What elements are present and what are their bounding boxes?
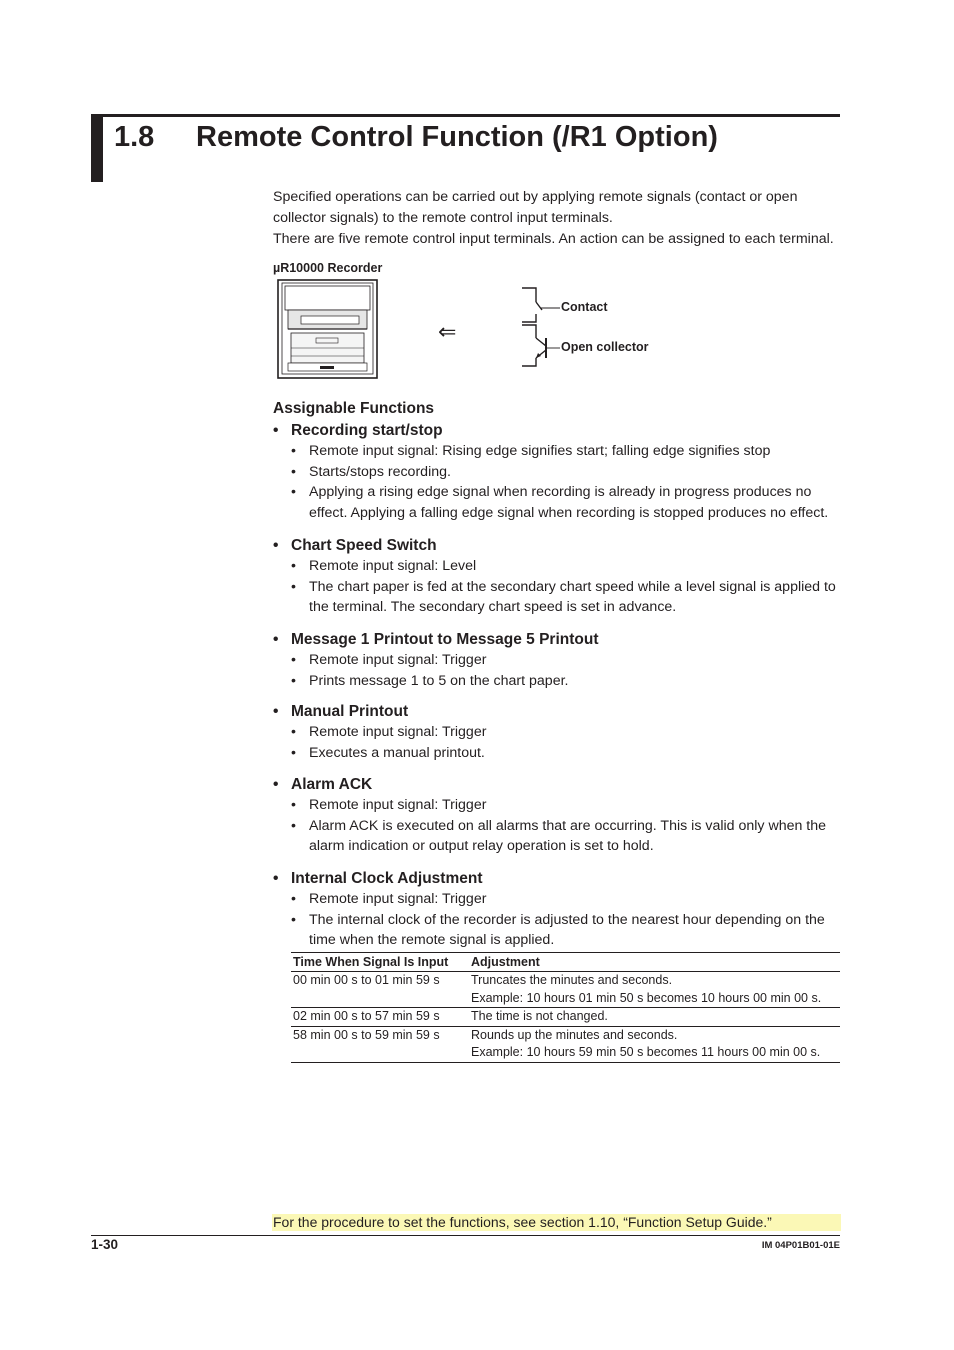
function-detail-list [273, 722, 848, 763]
list-item-text: Remote input signal: Trigger [309, 891, 487, 907]
procedure-note: For the procedure to set the functions, see section 1.10, “Function Setup Guide.” [272, 1214, 841, 1231]
function-heading [273, 536, 848, 556]
bullet-icon: • [273, 776, 279, 793]
title-bar-accent [91, 114, 103, 182]
list-item [273, 577, 848, 618]
function-detail-list [273, 889, 848, 951]
list-item-text: Applying a rising edge signal when recording is already in progress produces no effect. Applying a falling edge signal when recording is stopped produces no effect. [309, 484, 829, 521]
list-item-text: Prints message 1 to 5 on the chart paper. [309, 672, 569, 689]
function-heading [273, 421, 848, 441]
title-rule [91, 114, 840, 117]
page-number: 1-30 [91, 1237, 119, 1252]
list-item [273, 556, 848, 577]
list-item [273, 650, 848, 671]
arrow-left-icon: ⇐ [438, 319, 457, 344]
intro-text [273, 187, 848, 250]
table-cell-adjustment [469, 972, 840, 1008]
function-manual-printout [273, 702, 848, 763]
page-title: Remote Control Function (/R1 Option) [196, 121, 718, 153]
list-item-text: Remote input signal: Trigger [309, 797, 487, 813]
function-heading [273, 775, 848, 795]
function-alarm-ack [273, 775, 848, 857]
list-item-text: Starts/stops recording. [309, 463, 451, 480]
list-item-text: The chart paper is fed at the secondary chart speed while a level signal is applied to the terminal. The secondary chart speed is set in advance. [309, 578, 836, 615]
section-number: 1.8 [114, 121, 155, 153]
bullet-icon: • [291, 443, 296, 459]
table-cell-adjustment [469, 1026, 840, 1062]
bullet-icon: • [291, 724, 296, 740]
list-item [273, 795, 848, 816]
table-cell-adjustment [469, 1008, 840, 1027]
list-item-text: Remote input signal: Trigger [309, 724, 487, 740]
list-item [273, 910, 848, 951]
clock-adjustment-table [291, 952, 840, 1063]
list-item [273, 671, 848, 692]
function-heading [273, 630, 848, 650]
cell-line: Truncates the minutes and seconds. [471, 973, 673, 987]
function-heading [273, 869, 848, 889]
cell-line: The time is not changed. [471, 1009, 608, 1023]
footer-rule [91, 1235, 840, 1236]
function-detail-list [273, 441, 848, 523]
bullet-icon: • [291, 672, 296, 689]
bullet-icon: • [291, 558, 296, 574]
table-cell-time: 58 min 00 s to 59 min 59 s [291, 1026, 469, 1062]
function-internal-clock-adjustment [273, 869, 848, 951]
table-cell-time: 02 min 00 s to 57 min 59 s [291, 1008, 469, 1027]
bullet-icon: • [291, 817, 296, 834]
function-title: Manual Printout [291, 703, 409, 720]
bullet-icon: • [273, 422, 279, 439]
function-detail-list [273, 795, 848, 857]
bullet-icon: • [291, 797, 296, 813]
list-item [273, 482, 848, 523]
list-item-text: Remote input signal: Level [309, 558, 477, 574]
function-heading [273, 702, 848, 722]
recorder-diagram [276, 278, 676, 388]
list-item-text: Alarm ACK is executed on all alarms that are occurring. This is valid only when the alarm indication or output relay operation is set to hold. [309, 817, 827, 854]
function-title: Internal Clock Adjustment [291, 870, 483, 887]
bullet-icon: • [273, 703, 279, 720]
function-title: Message 1 Printout to Message 5 Printout [291, 631, 599, 648]
list-item-text: The internal clock of the recorder is adjusted to the nearest hour depending on the time when the remote signal is applied. [309, 911, 825, 948]
contact-label: Contact [561, 300, 608, 314]
bullet-icon: • [273, 631, 279, 648]
bullet-icon: • [273, 537, 279, 554]
function-chart-speed-switch [273, 536, 848, 618]
list-item [273, 816, 848, 857]
column-header: Time When Signal Is Input [291, 953, 469, 972]
intro-paragraph: Specified operations can be carried out by applying remote signals (contact or open collector signals) to the remote control input terminals. [273, 189, 798, 226]
assignable-functions-heading: Assignable Functions [273, 400, 435, 417]
recorder-label: µR10000 Recorder [273, 261, 383, 275]
bullet-icon: • [291, 578, 296, 595]
function-message-printout [273, 630, 848, 691]
list-item [273, 462, 848, 483]
list-item-text: Remote input signal: Rising edge signifies start; falling edge signifies stop [309, 443, 771, 459]
document-id: IM 04P01B01-01E [761, 1240, 840, 1251]
function-detail-list [273, 556, 848, 618]
cell-line: Example: 10 hours 01 min 50 s becomes 10 hours 00 min 00 s. [471, 990, 822, 1005]
table-cell-time: 00 min 00 s to 01 min 59 s [291, 972, 469, 1008]
column-header: Adjustment [469, 953, 840, 972]
function-recording-start-stop [273, 421, 848, 523]
list-item [273, 889, 848, 910]
cell-line: Rounds up the minutes and seconds. [471, 1027, 678, 1042]
bullet-icon: • [273, 870, 279, 887]
function-title: Chart Speed Switch [291, 537, 437, 554]
open-collector-label: Open collector [561, 340, 649, 354]
list-item [273, 722, 848, 743]
bullet-icon: • [291, 744, 296, 761]
table-row [291, 1008, 840, 1027]
bullet-icon: • [291, 911, 296, 928]
remote-signal-figure [276, 278, 676, 393]
list-item [273, 441, 848, 462]
table-row [291, 1026, 840, 1062]
bullet-icon: • [291, 463, 296, 480]
table-header-row [291, 953, 840, 972]
bullet-icon: • [291, 484, 296, 500]
bullet-icon: • [291, 652, 296, 668]
intro-paragraph: There are five remote control input terminals. An action can be assigned to each terminal. [273, 231, 834, 247]
bullet-icon: • [291, 891, 296, 907]
cell-line: Example: 10 hours 59 min 50 s becomes 11 hours 00 min 00 s. [471, 1045, 821, 1059]
function-title: Alarm ACK [291, 776, 373, 793]
list-item-text: Remote input signal: Trigger [309, 652, 487, 668]
list-item [273, 743, 848, 764]
function-title: Recording start/stop [291, 422, 443, 439]
table-row [291, 972, 840, 1008]
function-detail-list [273, 650, 848, 691]
list-item-text: Executes a manual printout. [309, 744, 485, 761]
